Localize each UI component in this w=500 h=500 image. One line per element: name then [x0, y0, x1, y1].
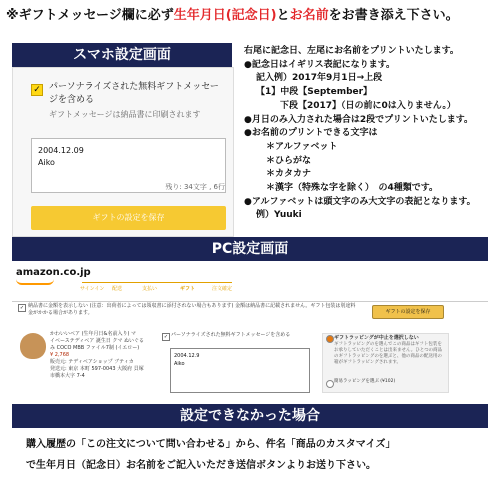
gift-message-checkbox[interactable]: ✓: [31, 84, 43, 96]
cannot-set-instructions: [26, 434, 496, 476]
divider: [12, 301, 488, 302]
teddy-bear-product-image: [20, 333, 46, 359]
seller-line: 発送元: 東京 本町 597-0043 大阪府 貝塚: [50, 366, 144, 372]
cannot-set-line: で生年月日（記念日）お名前をご記入いただき送信ボタンよりお送り下さい。: [26, 460, 376, 471]
instruction-line: ●お名前のプリントできる文字は: [244, 128, 378, 139]
pc-gift-panel: [12, 263, 488, 403]
product-info: [50, 331, 160, 380]
step-shipping: 配送: [112, 286, 123, 292]
product-title-line: イベーステディベア 誕生日 クマ ぬいぐる: [50, 338, 145, 344]
pc-top-save-button[interactable]: ギフトの設定を保存: [372, 305, 444, 319]
instruction-line: 【1】中段【September】: [256, 87, 373, 98]
simple-wrap-label: 簡易ラッピングを選ぶ (¥102): [334, 379, 396, 384]
seller-line: 販売元: テディベアショップ ブティカ: [50, 359, 134, 365]
hide-price-checkbox[interactable]: ✓: [19, 305, 25, 311]
notice-highlight-birthday: 生年月日(記念日): [173, 8, 277, 23]
instruction-line: ＊アルファベット: [266, 141, 338, 152]
hide-price-label: 納品書に金額を表示しない (注意：出荷者によっては領収書に添付されない場合もあります) 金額は納品書に記載されません。ギフト包装は別途料金がかかる場合があります。: [28, 303, 356, 316]
top-notice: [6, 4, 496, 23]
product-title-line: かわいいベア (生年月日&名前入り) マ: [50, 331, 136, 337]
seller-line: 市橋本大字 7-4: [50, 373, 85, 379]
pc-gift-message-label: パーソナライズされた無料ギフトメッセージを含める: [171, 332, 291, 338]
step-payment: 支払い: [142, 286, 158, 292]
instruction-line: ＊カタカナ: [266, 169, 312, 180]
step-confirm: 注文確定: [212, 286, 233, 292]
no-wrap-title: ギフトラッピングが中止を選択しない: [334, 335, 419, 341]
instruction-line: ＊ひらがな: [266, 155, 312, 166]
instruction-line: 例）Yuuki: [256, 210, 302, 221]
notice-highlight-name: お名前: [289, 8, 329, 23]
receipt-print-note: ギフトメッセージは納品書に印刷されます: [49, 110, 201, 119]
message-line-name: Aiko: [174, 361, 185, 367]
cannot-set-banner: 設定できなかった場合: [12, 404, 488, 428]
message-line-date: 2004.12.9: [174, 353, 200, 359]
pc-settings-banner: PC設定画面: [12, 237, 488, 261]
print-instructions: [244, 45, 500, 223]
notice-suffix: をお書き添え下さい。: [328, 8, 459, 23]
wrap-description: ギフトラッピングのを選んでこの商品はギフト包装をお承りしていただくことは出来ません。ひとつの商品のギフトラッピングのを選ぶと、他の商品の配送用の箱がギフトラッピングされます。: [334, 342, 443, 365]
cannot-set-line: 購入履歴の「この注文について問い合わせる」から、件名「商品のカスタマイズ」: [26, 439, 396, 450]
no-wrap-radio[interactable]: [326, 335, 334, 343]
instruction-line: 右尾に記念日、左尾にお名前をプリントいたします。: [244, 46, 459, 56]
message-line-name: Aiko: [38, 158, 55, 167]
instruction-line: 下段【2017】（日の前に0は入りません。）: [280, 100, 456, 111]
gift-message-checkbox-label: パーソナライズされた無料ギフトメッセージを含める: [49, 82, 219, 105]
checkout-progress-line: [82, 282, 232, 283]
amazon-logo: amazon.co.jp: [16, 267, 91, 278]
instruction-line: ●アルファベットは頭文字のみ大文字の表記となります。: [244, 196, 476, 207]
save-gift-settings-button[interactable]: ギフトの設定を保存: [31, 206, 226, 230]
notice-prefix: ※ギフトメッセージ欄に必ず: [6, 8, 174, 23]
step-gift: ギフト: [180, 286, 196, 292]
simple-wrap-radio[interactable]: [326, 380, 334, 388]
message-line-date: 2004.12.09: [38, 146, 84, 155]
pc-gift-message-textarea[interactable]: [170, 348, 310, 393]
step-signin: サインイン: [80, 286, 105, 292]
pc-gift-message-checkbox[interactable]: ✓: [163, 334, 169, 340]
amazon-smile-icon: [16, 279, 54, 285]
product-price: ¥ 2,768: [50, 352, 70, 358]
instruction-line: 記入例）2017年9月1日→上段: [256, 73, 383, 84]
notice-middle: と: [276, 8, 290, 23]
instruction-line: ＊漢字（特殊な字を除く） の4種類です。: [266, 183, 439, 194]
instruction-line: ●月日のみ入力された場合は2段でプリントいたします。: [244, 114, 474, 125]
character-counter: 残り: 34文字 , 6行: [165, 183, 225, 191]
instruction-line: ●記念日はイギリス表記になります。: [244, 59, 395, 70]
product-title-line: み COCO MBB ファイル7制 (イエロー): [50, 345, 140, 351]
smartphone-gift-panel: [12, 67, 234, 237]
smartphone-settings-banner: スマホ設定画面: [12, 43, 232, 67]
